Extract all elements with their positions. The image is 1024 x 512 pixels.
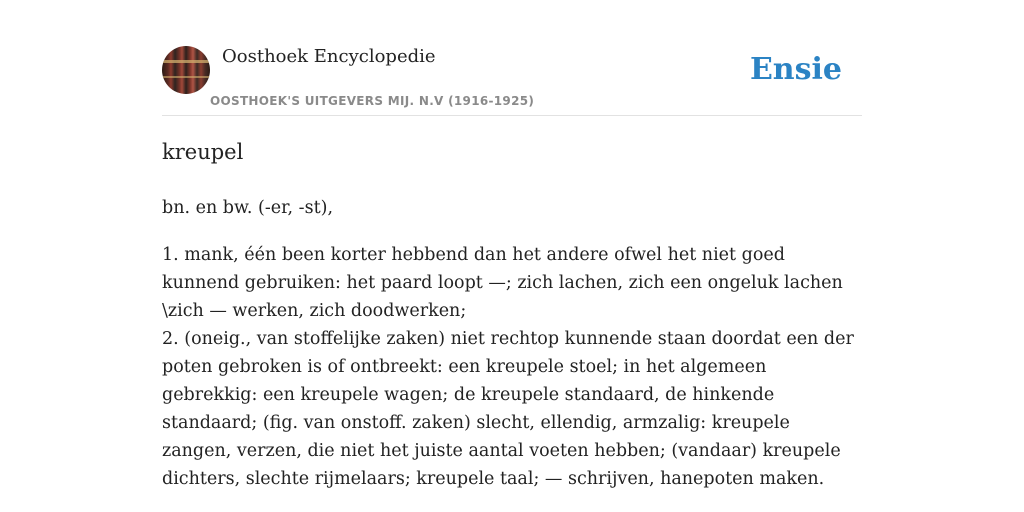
ensie-brand-logo[interactable]: Ensie	[749, 52, 842, 87]
entry-content	[162, 194, 864, 493]
definition-2: 2. (oneig., van stoffelijke zaken) niet rechtop kunnende staan doordat een der poten gebroken is of ontbreekt: een kreupele stoel; in het algemeen gebrekkig: een kreupele wagen; de kreupele standaard, de hinkende standaard; (fig. van onstoff. zaken) slecht, ellendig, armzalig: kreupele zangen, verzen, die niet het juiste aantal voeten hebben; (vandaar) kreupele dichters, slechte rijmelaars; kreupele taal; — schrijven, hanepoten maken.	[162, 329, 854, 489]
entry-grammar: bn. en bw. (-er, -st),	[162, 198, 334, 218]
site-header	[162, 46, 862, 116]
entry-headword: kreupel	[162, 140, 244, 164]
definition-1: 1. mank, één been korter hebbend dan het andere ofwel het niet goed kunnend gebruiken: het paard loopt —; zich lachen, zich een ongeluk lachen \zich — werken, zich doodwerken;	[162, 245, 843, 321]
publisher-subtitle: OOSTHOEK'S UITGEVERS MIJ. N.V (1916-1925)	[210, 94, 535, 108]
encyclopedia-books-logo[interactable]	[162, 46, 210, 94]
site-title[interactable]: Oosthoek Encyclopedie	[222, 46, 436, 67]
